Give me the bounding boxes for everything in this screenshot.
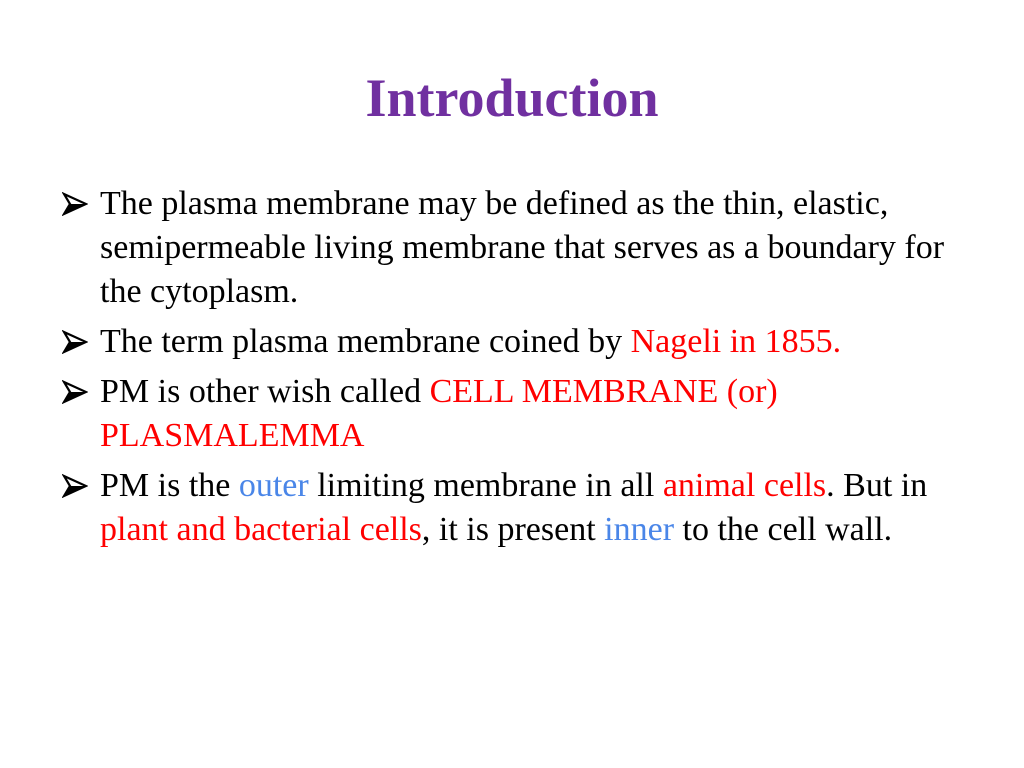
slide-title: Introduction — [365, 68, 659, 128]
bullet-text: PM is other wish called — [100, 373, 430, 410]
highlight-text: outer — [238, 467, 309, 504]
highlight-text: animal cells — [662, 467, 827, 504]
bullet-item — [62, 464, 982, 552]
bullet-text: PM is the — [100, 467, 239, 504]
arrowhead-bullet-icon — [62, 192, 88, 216]
bullet-item — [62, 182, 982, 314]
bullet-text: The plasma membrane may be defined as the thin, elastic, semipermeable living membrane that serves as a boundary for the cytoplasm. — [100, 185, 945, 310]
bullet-text: , it is present — [421, 511, 605, 548]
bullet-item — [62, 370, 982, 458]
arrowhead-bullet-icon — [62, 380, 88, 404]
highlight-text: plant and bacterial cells — [100, 511, 422, 548]
bullet-list — [62, 182, 982, 558]
bullet-item — [62, 320, 982, 364]
highlight-text: CELL MEMBRANE (or) PLASMALEMMA — [100, 373, 778, 454]
bullet-text: The term plasma membrane coined by — [100, 323, 631, 360]
arrowhead-bullet-icon — [62, 474, 88, 498]
bullet-text: limiting membrane in all — [308, 467, 663, 504]
highlight-text: Nageli in 1855. — [630, 323, 842, 360]
bullet-text: . But in — [826, 467, 928, 504]
highlight-text: inner — [604, 511, 675, 548]
bullet-text: to the cell wall. — [674, 511, 893, 548]
arrowhead-bullet-icon — [62, 330, 88, 354]
